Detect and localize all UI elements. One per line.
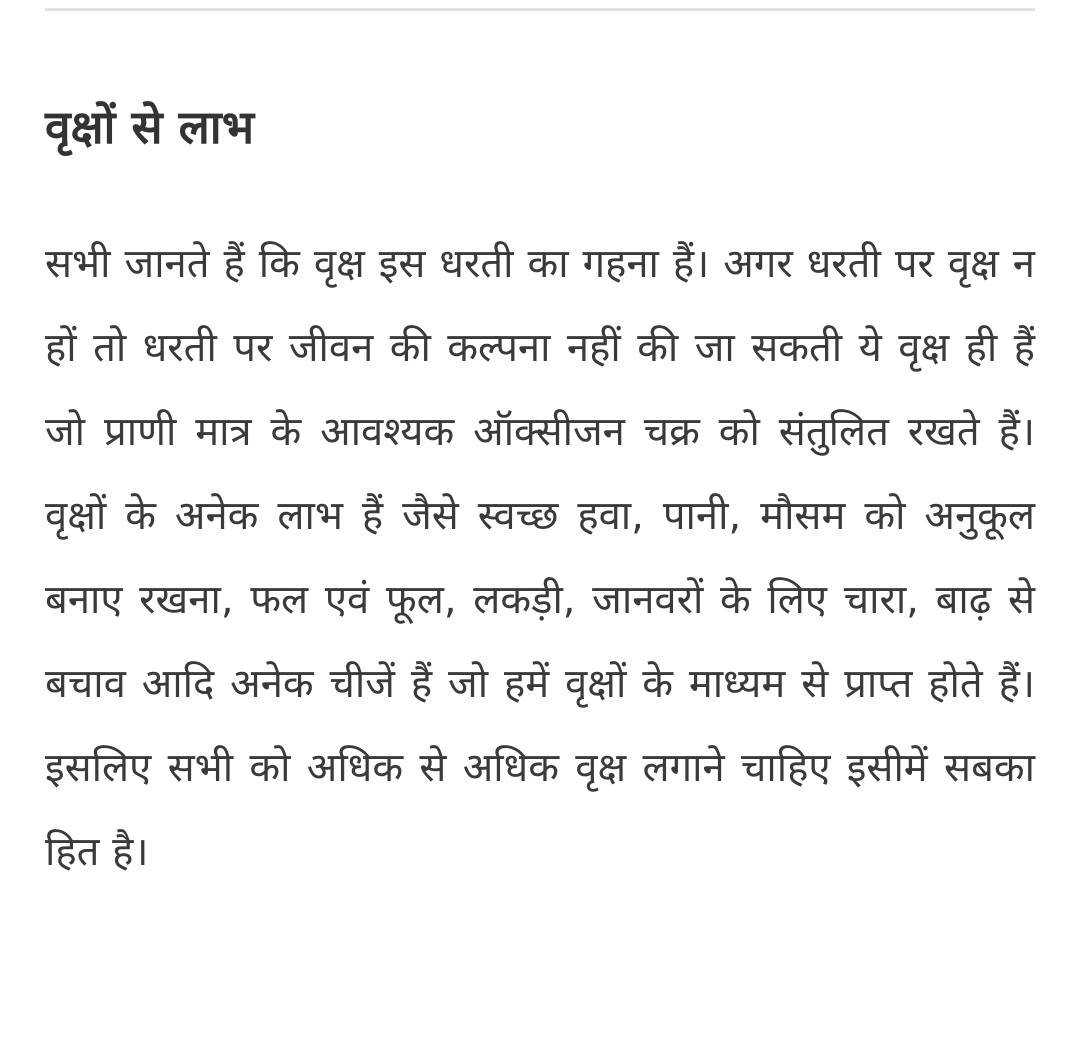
- article-paragraph: सभी जानते हैं कि वृक्ष इस धरती का गहना हैं। अगर धरती पर वृक्ष न हों तो धरती पर जीवन की कल्पना नहीं की जा सकती ये वृक्ष ही हैं जो प्राणी मात्र के आवश्यक ऑक्सीजन चक्र को संतुलित रखते हैं। वृक्षों के अनेक लाभ हैं जैसे स्वच्छ हवा, पानी, मौसम को अनुकूल बनाए रखना, फल एवं फूल, लकड़ी, जानवरों के लिए चारा, बाढ़ से बचाव आदि अनेक चीजें हैं जो हमें वृक्षों के माध्यम से प्राप्त होते हैं। इसलिए सभी को अधिक से अधिक वृक्ष लगाने चाहिए इसीमें सबका हित है।: [45, 241, 1035, 875]
- section-divider: [45, 8, 1035, 11]
- article-heading: वृक्षों से लाभ: [45, 100, 255, 154]
